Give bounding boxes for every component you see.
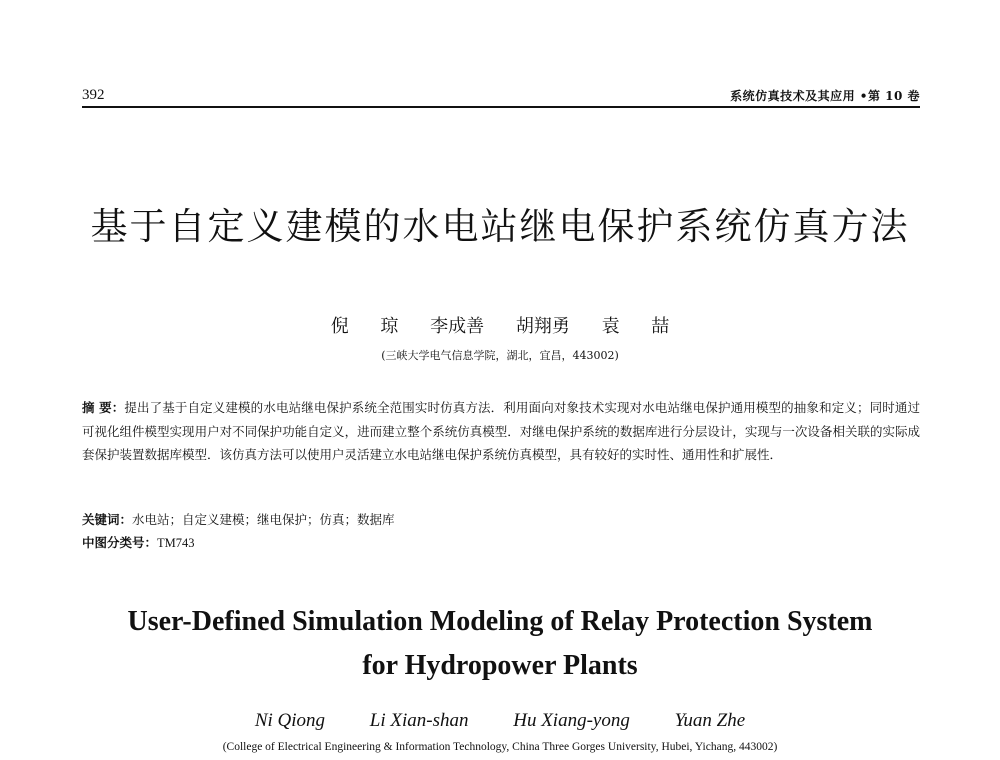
running-header bbox=[82, 84, 920, 104]
classification-label: 中图分类号： bbox=[82, 535, 158, 550]
classification-value: TM743 bbox=[157, 536, 195, 550]
keywords bbox=[82, 510, 395, 528]
abstract-text: 提出了基于自定义建模的水电站继电保护系统全范围实时仿真方法．利用面向对象技术实现对水电站继电保护通用模型的抽象和定义；同时通过可视化组件模型实现用户对不同保护功能自定义，进而建立整个系统仿真模型．对继电保护系统的数据库进行分层设计，实现与一次设备相关联的实际成套保护装置数据库模型．该仿真方法可以使用户灵活建立水电站继电保护系统仿真模型，具有较好的实时性、通用性和扩展性． bbox=[82, 400, 920, 462]
keywords-label: 关键词： bbox=[82, 512, 133, 527]
classification-number bbox=[82, 533, 195, 551]
chinese-abstract bbox=[82, 396, 920, 467]
keywords-text: 水电站；自定义建模；继电保护；仿真；数据库 bbox=[132, 512, 395, 527]
english-author: Li Xian-shan bbox=[369, 710, 469, 731]
english-author: Ni Qiong bbox=[254, 710, 326, 731]
english-authors bbox=[0, 710, 1000, 732]
abstract-label: 摘 要： bbox=[82, 400, 125, 415]
english-title-line-2: for Hydropower Plants bbox=[362, 650, 638, 681]
chinese-title: 基于自定义建模的水电站继电保护系统仿真方法 bbox=[90, 205, 910, 248]
english-author: Hu Xiang-yong bbox=[513, 710, 630, 731]
header-rule bbox=[82, 106, 920, 108]
journal-name: 系统仿真技术及其应用 •第 10 卷 bbox=[730, 89, 920, 103]
english-author: Yuan Zhe bbox=[674, 710, 746, 731]
page-number: 392 bbox=[82, 87, 105, 103]
chinese-affiliation: (三峡大学电气信息学院，湖北，宜昌，443002) bbox=[381, 349, 619, 362]
english-title-line-1: User-Defined Simulation Modeling of Relay Protection System bbox=[127, 606, 873, 637]
english-affiliation: (College of Electrical Engineering & Information Technology, China Three Gorges University, Hubei, Yichang, 443002) bbox=[222, 741, 778, 753]
chinese-authors: 倪 琼 李成善 胡翔勇 袁 喆 bbox=[330, 316, 670, 337]
